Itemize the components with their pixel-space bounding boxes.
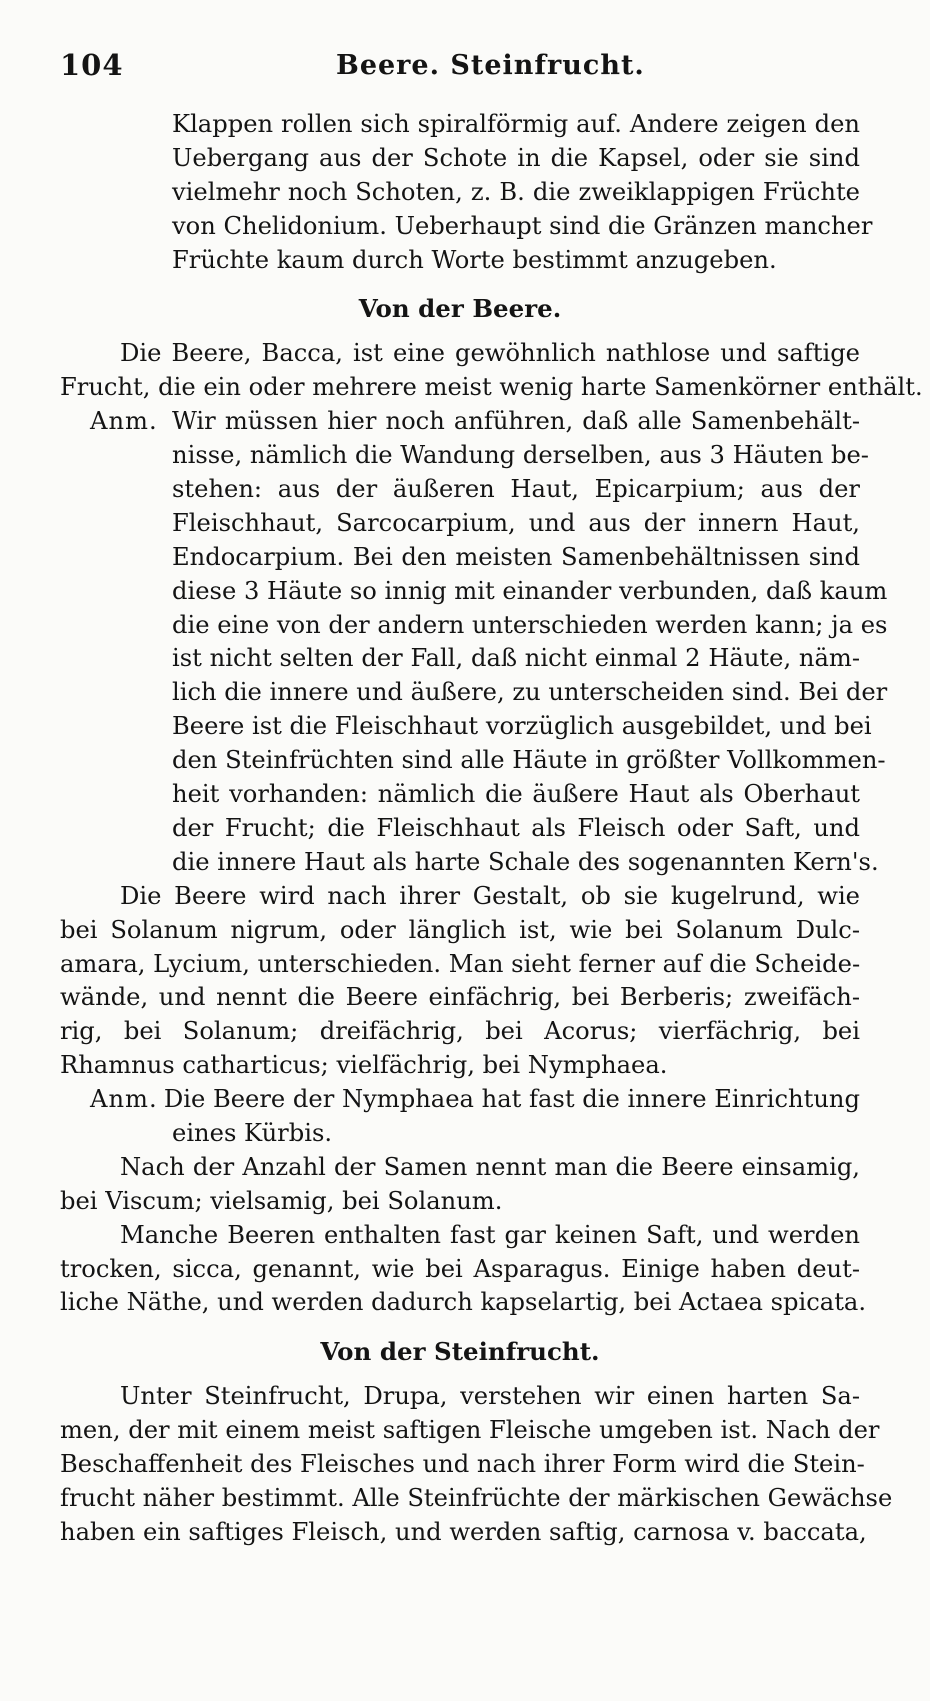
paragraph-trockene-beeren — [60, 1219, 867, 1321]
text-line: lich die innere und äußere, zu unterscheiden sind. Bei der — [172, 678, 888, 707]
text-line: nisse, nämlich die Wandung derselben, aus 3 Häuten be- — [172, 441, 869, 470]
text-line: die innere Haut als harte Schale des sogenannten Kern's. — [172, 847, 879, 876]
text-line: diese 3 Häute so innig mit einander verbunden, daß kaum — [172, 576, 888, 605]
note-label: Anm. — [90, 1085, 158, 1114]
text-line: Nach der Anzahl der Samen nennt man die Beere einsamig, — [120, 1152, 860, 1181]
text-line: ist nicht selten der Fall, daß nicht einmal 2 Häute, näm- — [172, 644, 860, 673]
text-line: Fleischhaut, Sarcocarpium, und aus der innern Haut, — [172, 508, 860, 537]
text-line: Unter Steinfrucht, Drupa, verstehen wir einen harten Sa- — [120, 1382, 860, 1411]
running-head: Beere. Steinfrucht. — [336, 50, 645, 81]
text-line: Die Beere wird nach ihrer Gestalt, ob sie kugelrund, wie — [120, 881, 860, 910]
text-line: Früchte kaum durch Worte bestimmt anzugeben. — [172, 245, 777, 274]
text-line: vielmehr noch Schoten, z. B. die zweiklappigen Früchte — [172, 177, 860, 206]
text-line: Manche Beeren enthalten fast gar keinen Saft, und werden — [120, 1220, 860, 1249]
text-line: Rhamnus catharticus; vielfächrig, bei Nymphaea. — [60, 1051, 668, 1080]
text-line: haben ein saftiges Fleisch, und werden saftig, carnosa v. baccata, — [60, 1517, 867, 1546]
text-line: Endocarpium. Bei den meisten Samenbehältnissen sind — [172, 542, 860, 571]
note-samenbehaeltnisse — [60, 405, 888, 879]
page-number: 104 — [60, 48, 124, 82]
intro-paragraph — [60, 108, 873, 277]
text-line: Uebergang aus der Schote in die Kapsel, oder sie sind — [172, 143, 860, 172]
text-line: amara, Lycium, unterschieden. Man sieht ferner auf die Scheide- — [60, 949, 861, 978]
text-line: stehen: aus der äußeren Haut, Epicarpium; aus der — [172, 475, 860, 504]
section-heading-beere: Von der Beere. — [358, 294, 562, 324]
paragraph-beere-gestalt — [60, 880, 860, 1083]
page-body — [60, 108, 923, 1550]
text-line: Beschaffenheit des Fleisches und nach ihrer Form wird die Stein- — [60, 1450, 865, 1479]
text-line: liche Näthe, und werden dadurch kapselartig, bei Actaea spicata. — [60, 1288, 867, 1317]
text-line: Die Beere, Bacca, ist eine gewöhnlich nathlose und saftige — [120, 339, 860, 368]
section-heading-steinfrucht: Von der Steinfrucht. — [320, 1337, 600, 1367]
text-line: eines Kürbis. — [172, 1118, 333, 1147]
text-line: bei Solanum nigrum, oder länglich ist, wie bei Solanum Dulc- — [60, 915, 860, 944]
text-line: Wir müssen hier noch anführen, daß alle Samenbehält- — [172, 407, 860, 436]
text-line: wände, und nennt die Beere einfächrig, bei Berberis; zweifäch- — [60, 983, 860, 1012]
text-line: den Steinfrüchten sind alle Häute in größter Vollkommen- — [172, 746, 886, 775]
paragraph-samen-anzahl — [60, 1151, 860, 1219]
page-header — [60, 48, 860, 88]
text-line: der Frucht; die Fleischhaut als Fleisch oder Saft, und — [172, 813, 860, 842]
text-line: trocken, sicca, genannt, wie bei Asparagus. Einige haben deut- — [60, 1254, 860, 1283]
note-label: Anm. — [90, 407, 158, 436]
paragraph-bacca-definition — [60, 337, 923, 405]
text-line: heit vorhanden: nämlich die äußere Haut als Oberhaut — [172, 780, 860, 809]
text-line: rig, bei Solanum; dreifächrig, bei Acorus; vierfächrig, bei — [60, 1017, 860, 1046]
text-line: die eine von der andern unterschieden werden kann; ja es — [172, 610, 888, 639]
text-line: Frucht, die ein oder mehrere meist wenig harte Samenkörner enthält. — [60, 373, 923, 402]
text-line: Die Beere der Nymphaea hat fast die innere Einrichtung — [163, 1085, 860, 1114]
text-line: Beere ist die Fleischhaut vorzüglich ausgebildet, und bei — [172, 712, 872, 741]
paragraph-drupa-definition — [60, 1380, 893, 1549]
text-line: Klappen rollen sich spiralförmig auf. Andere zeigen den — [172, 110, 860, 138]
text-line: von Chelidonium. Ueberhaupt sind die Gränzen mancher — [172, 211, 873, 240]
note-nymphaea — [60, 1083, 860, 1151]
text-line: men, der mit einem meist saftigen Fleische umgeben ist. Nach der — [60, 1416, 880, 1445]
text-line: bei Viscum; vielsamig, bei Solanum. — [60, 1186, 503, 1215]
text-line: frucht näher bestimmt. Alle Steinfrüchte der märkischen Gewächse — [60, 1483, 893, 1512]
